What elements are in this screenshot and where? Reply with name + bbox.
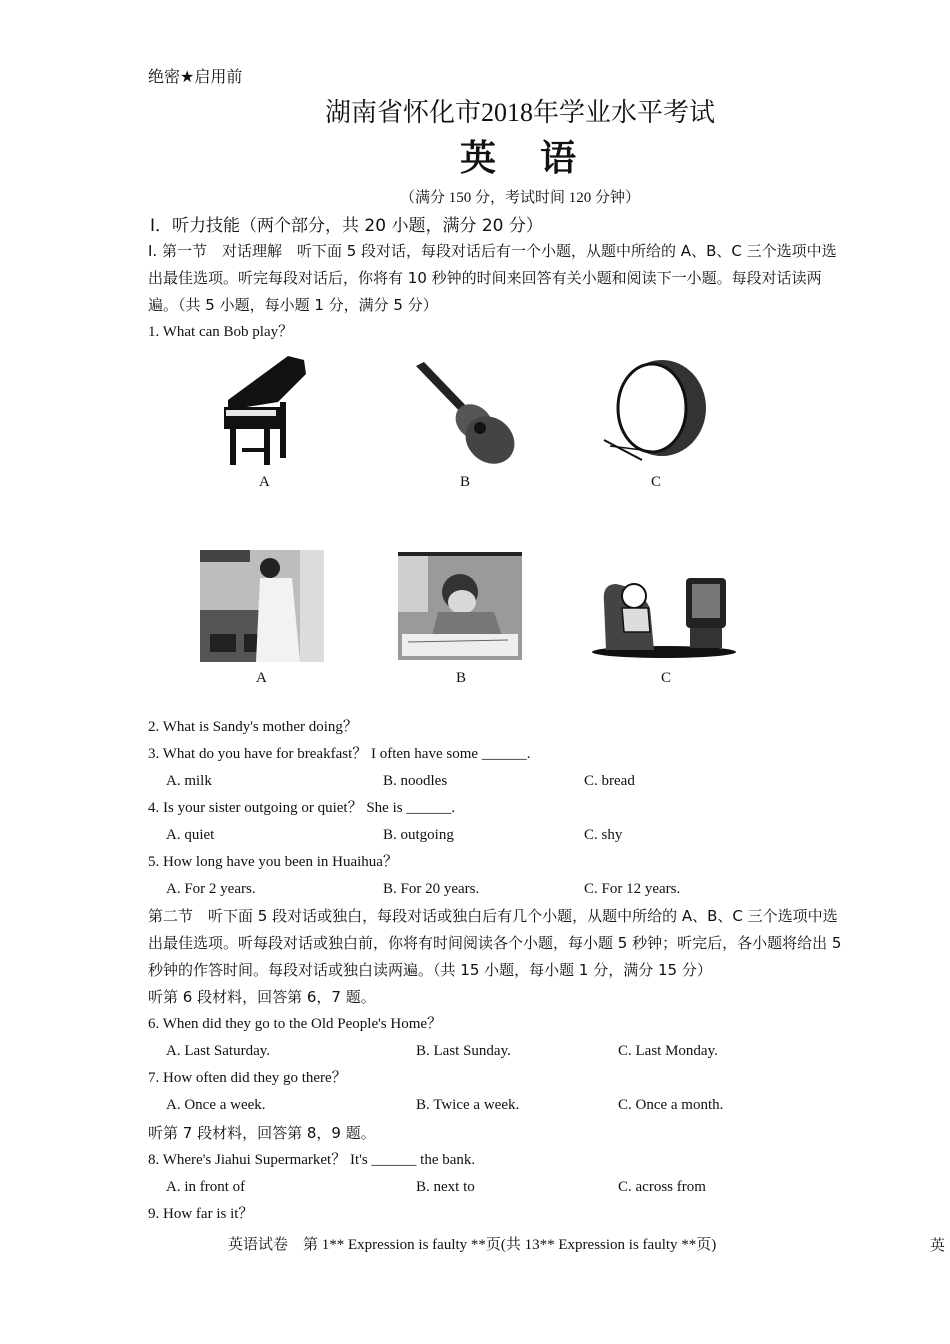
q3-option-b: B. noodles <box>383 773 448 789</box>
q1-option-c-label: C <box>651 474 662 490</box>
q6-option-c: C. Last Monday. <box>618 1043 718 1059</box>
score-info: （满分 150 分，考试时间 120 分钟） <box>399 190 640 206</box>
question-8: 8. Where's Jiahui Supermarket？ It's ______ the bank. <box>148 1152 476 1168</box>
section1-intro-line: 出最佳选项。听完每段对话后，你将有 10 秒钟的时间来回答有关小题和阅读下一小题。每段对话读两 <box>148 269 822 287</box>
q1-option-a-label: A <box>259 474 270 490</box>
drum-icon <box>602 356 714 462</box>
q1-option-b-label: B <box>460 474 471 490</box>
q7-option-a: A. Once a week. <box>166 1097 266 1113</box>
q8-option-a: A. in front of <box>166 1179 246 1195</box>
q8-option-c: C. across from <box>618 1179 706 1195</box>
question-7: 7. How often did they go there？ <box>148 1070 347 1086</box>
section2-intro-line: 第二节 听下面 5 段对话或独白，每段对话或独白后有几个小题，从题中所给的 A、B、C 三个选项中选 <box>148 907 838 925</box>
q4-option-b: B. outgoing <box>383 827 454 843</box>
exam-title: 湖南省怀化市2018年学业水平考试 <box>324 98 715 127</box>
question-3: 3. What do you have for breakfast？ I often have some ______. <box>148 746 531 762</box>
q3-option-a: A. milk <box>166 773 212 789</box>
child-watching-tv-icon <box>590 568 740 660</box>
question-4: 4. Is your sister outgoing or quiet？ She is ______. <box>148 800 456 816</box>
page-footer: 英语试卷 第 1** Expression is faulty **页(共 13** Expression is faulty **页) <box>228 1237 717 1253</box>
q7-option-b: B. Twice a week. <box>416 1097 520 1113</box>
question-2: 2. What is Sandy's mother doing？ <box>148 719 358 735</box>
section2-intro-line: 出最佳选项。听每段对话或独白前，你将有时间阅读各个小题，每小题 5 秒钟；听完后，各小题将给出 5 <box>148 934 842 952</box>
q5-option-b: B. For 20 years. <box>383 881 480 897</box>
boy-studying-photo <box>398 552 522 660</box>
part1-heading: Ⅰ．听力技能（两个部分，共 20 小题，满分 20 分） <box>150 216 543 236</box>
q5-option-c: C. For 12 years. <box>584 881 681 897</box>
footer-overflow-text: 英 <box>930 1236 946 1254</box>
woman-cooking-photo <box>200 550 324 662</box>
q8-option-b: B. next to <box>416 1179 475 1195</box>
question-1: 1. What can Bob play？ <box>148 324 294 340</box>
q2-option-c-label: C <box>661 670 672 686</box>
secrecy-label: 绝密★启用前 <box>148 67 243 86</box>
q2-option-b-label: B <box>456 670 467 686</box>
section1-intro-line: Ⅰ. 第一节 对话理解 听下面 5 段对话，每段对话后有一个小题，从题中所给的 A、B、C 三个选项中选 <box>148 242 837 260</box>
section2-intro-line: 秒钟的作答时间。每段对话或独白读两遍。（共 15 小题，每小题 1 分，满分 15 分） <box>148 961 712 979</box>
q3-option-c: C. bread <box>584 773 635 789</box>
subject-title: 英 语 <box>459 138 580 178</box>
material-7-note: 听第 7 段材料，回答第 8，9 题。 <box>148 1124 376 1142</box>
q6-option-b: B. Last Sunday. <box>416 1043 511 1059</box>
guitar-icon <box>410 360 520 468</box>
q2-option-a-label: A <box>256 670 267 686</box>
q5-option-a: A. For 2 years. <box>166 881 256 897</box>
q6-option-a: A. Last Saturday. <box>166 1043 271 1059</box>
q4-option-a: A. quiet <box>166 827 215 843</box>
q4-option-c: C. shy <box>584 827 623 843</box>
question-5: 5. How long have you been in Huaihua？ <box>148 854 398 870</box>
piano-icon <box>218 352 310 468</box>
material-6-note: 听第 6 段材料，回答第 6，7 题。 <box>148 988 376 1006</box>
section1-intro-line: 遍。（共 5 小题，每小题 1 分，满分 5 分） <box>148 296 438 314</box>
q7-option-c: C. Once a month. <box>618 1097 724 1113</box>
question-9: 9. How far is it？ <box>148 1206 254 1222</box>
question-6: 6. When did they go to the Old People's Home？ <box>148 1016 443 1032</box>
